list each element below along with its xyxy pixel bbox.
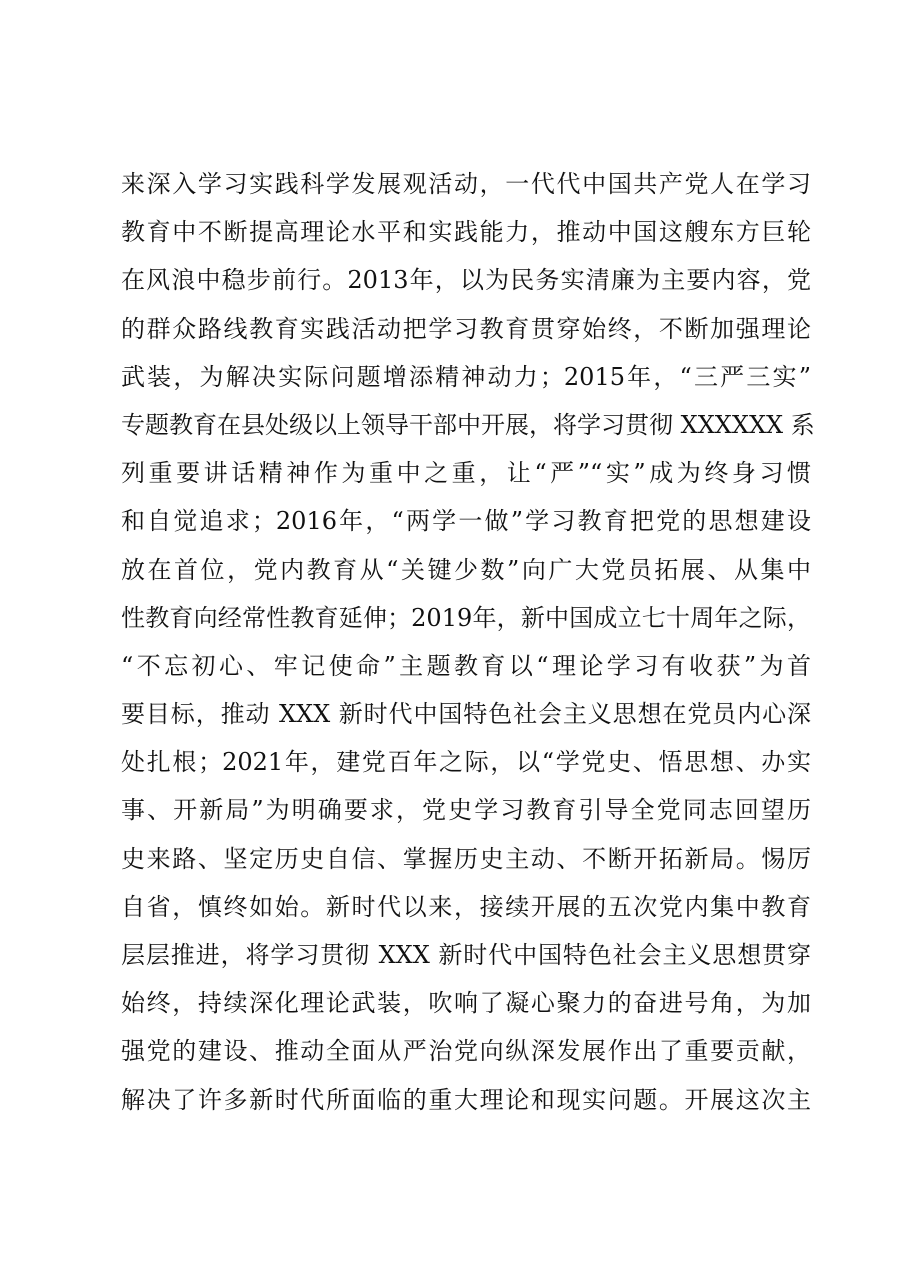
text-line: 要目标，推动 XXX 新时代中国特色社会主义思想在党员内心深 bbox=[121, 700, 811, 729]
text-line: “不忘初心、牢记使命”主题教育以“理论学习有收获”为首 bbox=[121, 651, 811, 680]
text-line: 来深入学习实践科学发展观活动，一代代中国共产党人在学习 bbox=[121, 170, 811, 198]
text-line: 的群众路线教育实践活动把学习教育贯穿始终，不断加强理论 bbox=[121, 314, 811, 343]
text-line: 强党的建设、推动全面从严治党向纵深发展作出了重要贡献， bbox=[121, 1037, 811, 1066]
text-line: 处扎根；2021年，建党百年之际，以“学党史、悟思想、办实 bbox=[121, 748, 811, 777]
text-line: 放在首位，党内教育从“关键少数”向广大党员拓展、从集中 bbox=[121, 555, 811, 584]
text-line: 自省，慎终如始。新时代以来，接续开展的五次党内集中教育 bbox=[121, 892, 811, 921]
body-paragraph bbox=[121, 160, 815, 1124]
text-line: 和自觉追求；2016年，“两学一做”学习教育把党的思想建设 bbox=[121, 507, 811, 536]
text-line: 武装，为解决实际问题增添精神动力；2015年，“三严三实” bbox=[121, 362, 811, 391]
text-line: 史来路、坚定历史自信、掌握历史主动、不断开拓新局。惕厉 bbox=[121, 844, 811, 873]
text-line: 教育中不断提高理论水平和实践能力，推动中国这艘东方巨轮 bbox=[121, 218, 811, 247]
text-line: 在风浪中稳步前行。2013年，以为民务实清廉为主要内容，党 bbox=[121, 266, 811, 295]
text-line: 事、开新局”为明确要求，党史学习教育引导全党同志回望历 bbox=[121, 796, 811, 825]
text-line: 专题教育在县处级以上领导干部中开展，将学习贯彻 XXXXXX 系 bbox=[121, 410, 815, 439]
text-line: 性教育向经常性教育延伸；2019年，新中国成立七十周年之际， bbox=[121, 603, 811, 632]
text-line: 列重要讲话精神作为重中之重，让“严”“实”成为终身习惯 bbox=[121, 459, 811, 488]
text-line: 始终，持续深化理论武装，吹响了凝心聚力的奋进号角，为加 bbox=[121, 989, 811, 1018]
text-line: 解决了许多新时代所面临的重大理论和现实问题。开展这次主 bbox=[121, 1085, 811, 1114]
text-line: 层层推进，将学习贯彻 XXX 新时代中国特色社会主义思想贯穿 bbox=[121, 941, 811, 969]
